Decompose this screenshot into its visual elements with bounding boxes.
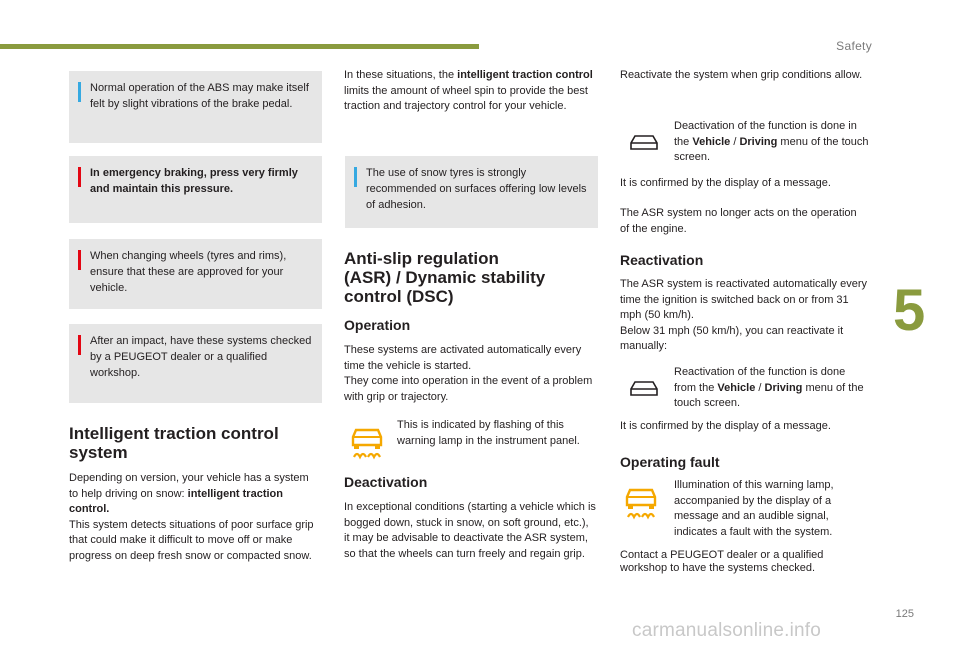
- car-icon: [629, 379, 659, 399]
- impact-warning-text: After an impact, have these systems checked by a PEUGEOT dealer or a qualified workshop.: [90, 335, 312, 379]
- wheels-warning-text: When changing wheels (tyres and rims), ensure that these are approved for your vehicle.: [90, 250, 287, 294]
- reactivation-heading: Reactivation: [620, 252, 704, 268]
- traction-control-title: Intelligent traction control system: [69, 424, 279, 462]
- chapter-number: 5: [893, 278, 926, 343]
- contact-dealer-paragraph: Contact a PEUGEOT dealer or a qualified workshop to have the systems checked.: [620, 549, 824, 574]
- impact-warning-box: [69, 324, 322, 403]
- deactivation-heading: Deactivation: [344, 474, 428, 490]
- confirmation-paragraph: It is confirmed by the display of a message.: [620, 177, 831, 189]
- wheels-warning-box: [69, 239, 322, 309]
- deactivation-touchscreen-text: Deactivation of the function is done in the Vehicle / Driving menu of the touch screen.: [674, 120, 869, 164]
- abs-info-box: [69, 71, 322, 143]
- warning-icon: [78, 250, 81, 270]
- reactivation-touchscreen-text: Reactivation of the function is done from the Vehicle / Driving menu of the touch screen.: [674, 366, 864, 410]
- section-accent-bar: [0, 44, 479, 49]
- operation-paragraph: These systems are activated automatically every time the vehicle is started. They come into operation in the event of a problem with grip or trajectory.: [344, 344, 593, 403]
- emergency-warning-text: In emergency braking, press very firmly and maintain this pressure.: [90, 167, 298, 195]
- traction-intro-paragraph: Depending on version, your vehicle has a system to help driving on snow: intelligent traction control. This system detects situations of poor surface grip that could make it difficult to move off or make progress on deep fresh snow or compacted snow.: [69, 472, 314, 562]
- deactivation-paragraph: In exceptional conditions (starting a vehicle which is bogged down, stuck in snow, on soft ground, etc.), it may be advisable to deactivate the ASR system, so that the wheels can turn freely and regain grip.: [344, 501, 596, 560]
- asr-warning-lamp-icon: [624, 484, 658, 520]
- asr-warning-lamp-icon: [350, 424, 384, 460]
- watermark: carmanualsonline.info: [632, 620, 822, 641]
- info-icon: [354, 167, 357, 187]
- car-icon: [629, 133, 659, 153]
- asr-no-longer-paragraph: The ASR system no longer acts on the operation of the engine.: [620, 207, 857, 235]
- emergency-warning-box: [69, 156, 322, 223]
- fault-lamp-text: Illumination of this warning lamp, accompanied by the display of a message and an audible signal, indicates a fault with the system.: [674, 479, 834, 538]
- reactivation-paragraph: The ASR system is reactivated automatically every time the ignition is switched back on or from 31 mph (50 km/h). Below 31 mph (50 km/h), you can reactivate it manually:: [620, 278, 867, 353]
- info-icon: [78, 82, 81, 102]
- snow-tyres-info-text: The use of snow tyres is strongly recommended on surfaces offering low levels of adhesion.: [366, 167, 587, 211]
- asr-dsc-title: Anti-slip regulation (ASR) / Dynamic stability control (DSC): [344, 249, 546, 306]
- reactivate-paragraph: Reactivate the system when grip conditions allow.: [620, 69, 863, 81]
- operation-heading: Operation: [344, 317, 411, 333]
- section-label: Safety: [836, 39, 872, 53]
- operation-lamp-text: This is indicated by flashing of this warning lamp in the instrument panel.: [397, 419, 580, 447]
- traction-situations-paragraph: In these situations, the intelligent traction control limits the amount of wheel spin to provide the best traction and trajectory control for your vehicle.: [344, 69, 593, 113]
- abs-info-text: Normal operation of the ABS may make itself felt by slight vibrations of the brake pedal.: [90, 82, 309, 110]
- operating-fault-heading: Operating fault: [620, 454, 720, 470]
- snow-tyres-info-box: [345, 156, 598, 228]
- page-number: 125: [895, 608, 914, 620]
- reactivation-confirmation-paragraph: It is confirmed by the display of a message.: [620, 420, 831, 432]
- warning-icon: [78, 167, 81, 187]
- warning-icon: [78, 335, 81, 355]
